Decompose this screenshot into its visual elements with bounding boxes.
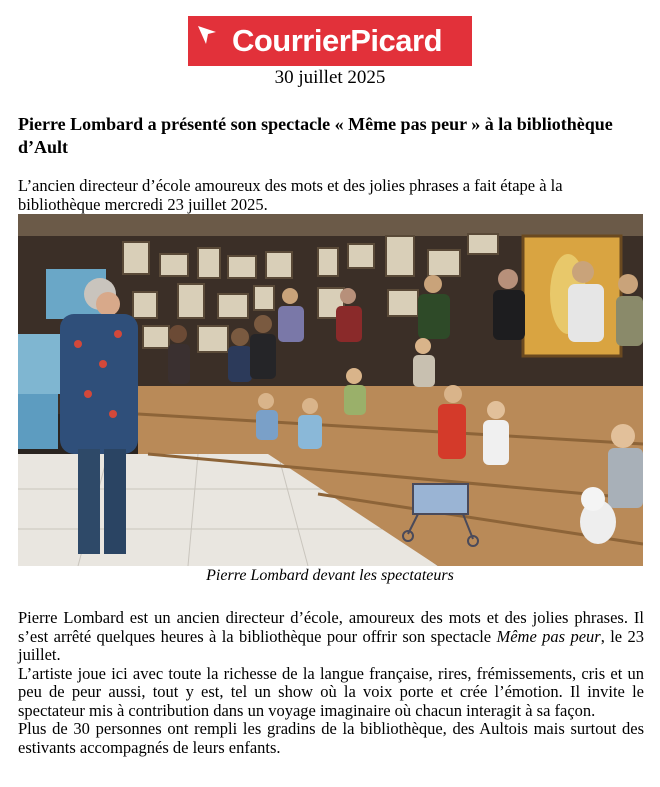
photo-caption: Pierre Lombard devant les spectateurs (206, 567, 454, 584)
paragraph-1 (18, 609, 644, 665)
article-body (18, 609, 644, 757)
logo-wordmark: CourrierPicard (231, 23, 443, 58)
photo-illustration (18, 214, 643, 566)
publication-date: 30 juillet 2025 (274, 67, 386, 88)
article-photo (18, 214, 643, 566)
paragraph-2: L’artiste joue ici avec toute la richesse de la langue française, rires, frémissements, cris et un peu de peur aussi, tout y est, tel un show où la voix porte et crée l’émotion. Il invite le spectateur mis à contribution dans un voyage imaginaire où chacun interagit à sa façon. (18, 663, 644, 720)
paragraph-3: Plus de 30 personnes ont rempli les gradins de la bibliothèque, des Aultois mais surtout des estivants accompagnés de leurs enfants. (18, 719, 644, 757)
paragraph-1-text: Pierre Lombard est un ancien directeur d’école, amoureux des mots et des jolies phrases. Il s’est arrêté quelques heures à la bibliothèque pour offrir son spectacle (18, 608, 644, 646)
logo-arrow-icon (196, 24, 218, 46)
courrier-picard-logo (188, 16, 472, 66)
show-title: Même pas peur (496, 626, 601, 646)
article-lede: L’ancien directeur d’école amoureux des mots et des jolies phrases a fait étape à la bibliothèque mercredi 23 juillet 2025. (18, 176, 563, 214)
paragraph-1-end: , le 23 juillet. (18, 626, 644, 664)
article-headline: Pierre Lombard a présenté son spectacle « Même pas peur » à la bibliothèque d’Ault (18, 114, 613, 157)
